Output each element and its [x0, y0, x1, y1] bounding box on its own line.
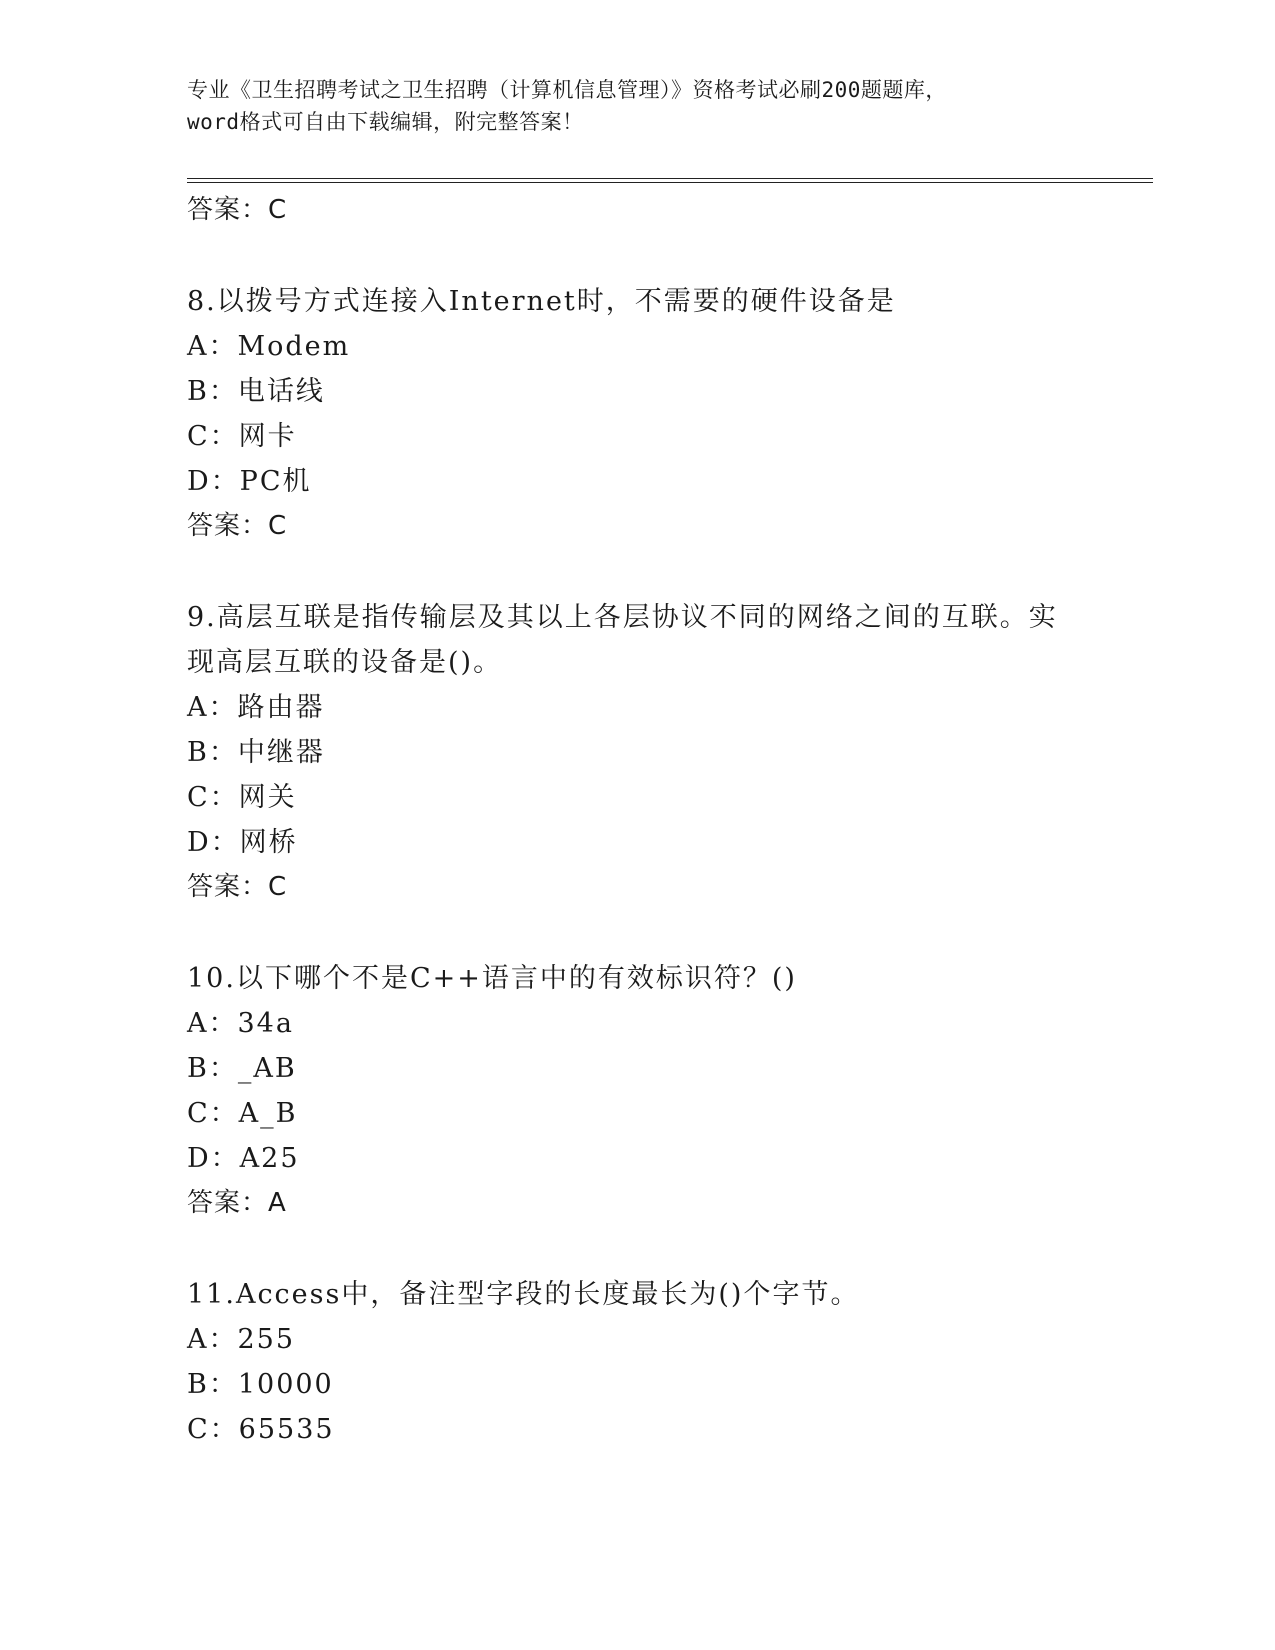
question-block-10	[187, 956, 1087, 1226]
question-text: 8.以拨号方式连接入Internet时，不需要的硬件设备是	[187, 286, 896, 317]
option-a: A：34a	[187, 1008, 294, 1039]
option-a: A：255	[187, 1324, 296, 1355]
answer-line: 答案：C	[187, 195, 288, 225]
answer-line: 答案：A	[187, 1188, 287, 1218]
question-block-11	[187, 1272, 1087, 1452]
answer-line: 答案：C	[187, 511, 288, 541]
header-divider	[187, 178, 1153, 183]
spacer	[187, 1226, 1087, 1272]
option-d: D：网桥	[187, 827, 298, 858]
option-c: C：A_B	[187, 1098, 298, 1129]
question-list	[187, 188, 1087, 1452]
spacer	[187, 910, 1087, 956]
option-a: A：路由器	[187, 692, 325, 723]
spacer	[187, 549, 1087, 595]
option-d: D：A25	[187, 1143, 300, 1174]
option-b: B：_AB	[187, 1053, 297, 1084]
answer-line: 答案：C	[187, 872, 288, 902]
question-text: 10.以下哪个不是C++语言中的有效标识符？()	[187, 963, 797, 994]
option-d: D：PC机	[187, 466, 312, 497]
question-block-8	[187, 279, 1087, 549]
spacer	[187, 233, 1087, 279]
header-line-1: 专业《卫生招聘考试之卫生招聘（计算机信息管理）》资格考试必刷200题题库，	[187, 78, 947, 102]
option-c: C：网卡	[187, 421, 297, 452]
option-c: C：网关	[187, 782, 297, 813]
option-c: C：65535	[187, 1414, 335, 1445]
header-line-2: word格式可自由下载编辑，附完整答案！	[187, 110, 584, 134]
option-a: A：Modem	[187, 331, 351, 362]
question-text: 9.高层互联是指传输层及其以上各层协议不同的网络之间的互联。实现高层互联的设备是()。	[187, 602, 1058, 678]
option-b: B：中继器	[187, 737, 325, 768]
page-header	[187, 74, 1107, 138]
question-block-9	[187, 595, 1087, 910]
option-b: B：10000	[187, 1369, 334, 1400]
option-b: B：电话线	[187, 376, 325, 407]
question-text: 11.Access中，备注型字段的长度最长为()个字节。	[187, 1279, 860, 1310]
